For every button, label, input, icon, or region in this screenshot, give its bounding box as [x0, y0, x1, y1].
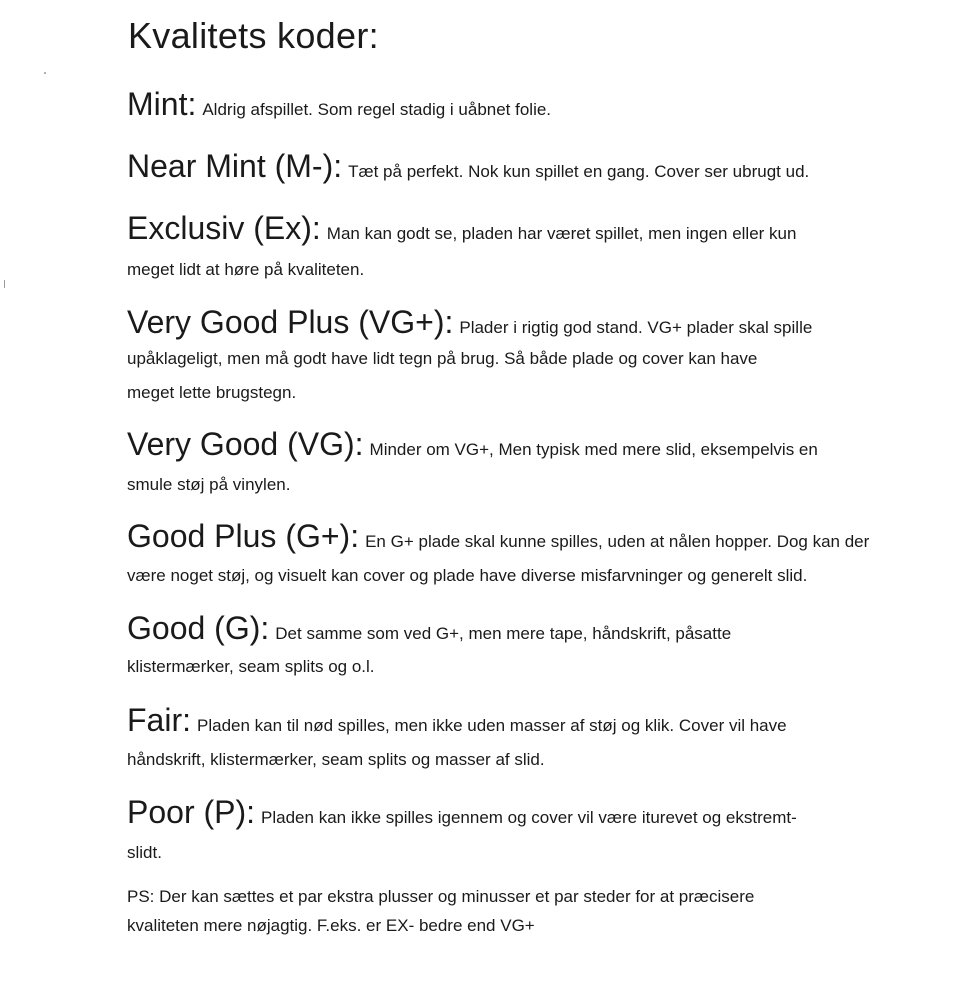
entry-text: Pladen kan til nød spilles, men ikke uden masser af støj og klik. Cover vil have — [197, 716, 787, 735]
entry-poor — [127, 792, 797, 832]
entry-mint — [127, 84, 551, 124]
entry-text: Pladen kan ikke spilles igennem og cover vil være iturevet og ekstremt- — [261, 808, 797, 827]
entry-text-continued: smule støj på vinylen. — [127, 475, 291, 494]
entry-heading: Poor (P): — [127, 794, 256, 830]
entry-text: Plader i rigtig god stand. VG+ plader skal spille — [459, 318, 813, 337]
entry-text-continued: håndskrift, klistermærker, seam splits og masser af slid. — [127, 750, 545, 769]
entry-text: Tæt på perfekt. Nok kun spillet en gang. Cover ser ubrugt ud. — [348, 162, 810, 181]
entry-heading: Fair: — [127, 702, 191, 738]
entry-heading: Very Good (VG): — [127, 426, 364, 462]
entry-heading: Mint: — [127, 86, 197, 122]
entry-text-continued: være noget støj, og visuelt kan cover og plade have diverse misfarvninger og generelt slid. — [127, 566, 808, 585]
entry-text: Det samme som ved G+, men mere tape, håndskrift, påsatte — [275, 624, 732, 643]
postscript-line: kvaliteten mere nøjagtig. F.eks. er EX- bedre end VG+ — [127, 916, 535, 935]
page-title: Kvalitets koder: — [128, 15, 379, 56]
entry-text-continued: klistermærker, seam splits og o.l. — [127, 657, 375, 676]
entry-text-continued: slidt. — [127, 843, 162, 862]
postscript-line: PS: Der kan sættes et par ekstra plusser og minusser et par steder for at præcisere — [127, 887, 755, 906]
entry-very-good-plus — [127, 302, 812, 342]
entry-text: En G+ plade skal kunne spilles, uden at nålen hopper. Dog kan der — [365, 532, 870, 551]
entry-text-continued: meget lidt at høre på kvaliteten. — [127, 260, 365, 279]
entry-text: Aldrig afspillet. Som regel stadig i uåbnet folie. — [202, 100, 552, 119]
entry-text: Man kan godt se, pladen har været spillet, men ingen eller kun — [326, 224, 797, 243]
entry-text-continued: meget lette brugstegn. — [127, 383, 297, 402]
entry-heading: Exclusiv (Ex): — [127, 210, 321, 246]
entry-fair — [127, 700, 787, 740]
entry-heading: Near Mint (M-): — [127, 148, 343, 184]
entry-heading: Good Plus (G+): — [127, 518, 360, 554]
entry-near-mint — [127, 146, 809, 186]
entry-heading: Good (G): — [127, 610, 270, 646]
scan-speck — [4, 280, 5, 288]
entry-exclusiv — [127, 208, 796, 248]
entry-text: Minder om VG+, Men typisk med mere slid, eksempelvis en — [369, 440, 818, 459]
entry-good-plus — [127, 516, 869, 556]
entry-good — [127, 608, 731, 648]
scan-speck — [44, 72, 46, 74]
entry-text-continued: upåklageligt, men må godt have lidt tegn på brug. Så både plade og cover kan have — [127, 349, 758, 368]
entry-very-good — [127, 424, 818, 464]
entry-heading: Very Good Plus (VG+): — [127, 304, 454, 340]
